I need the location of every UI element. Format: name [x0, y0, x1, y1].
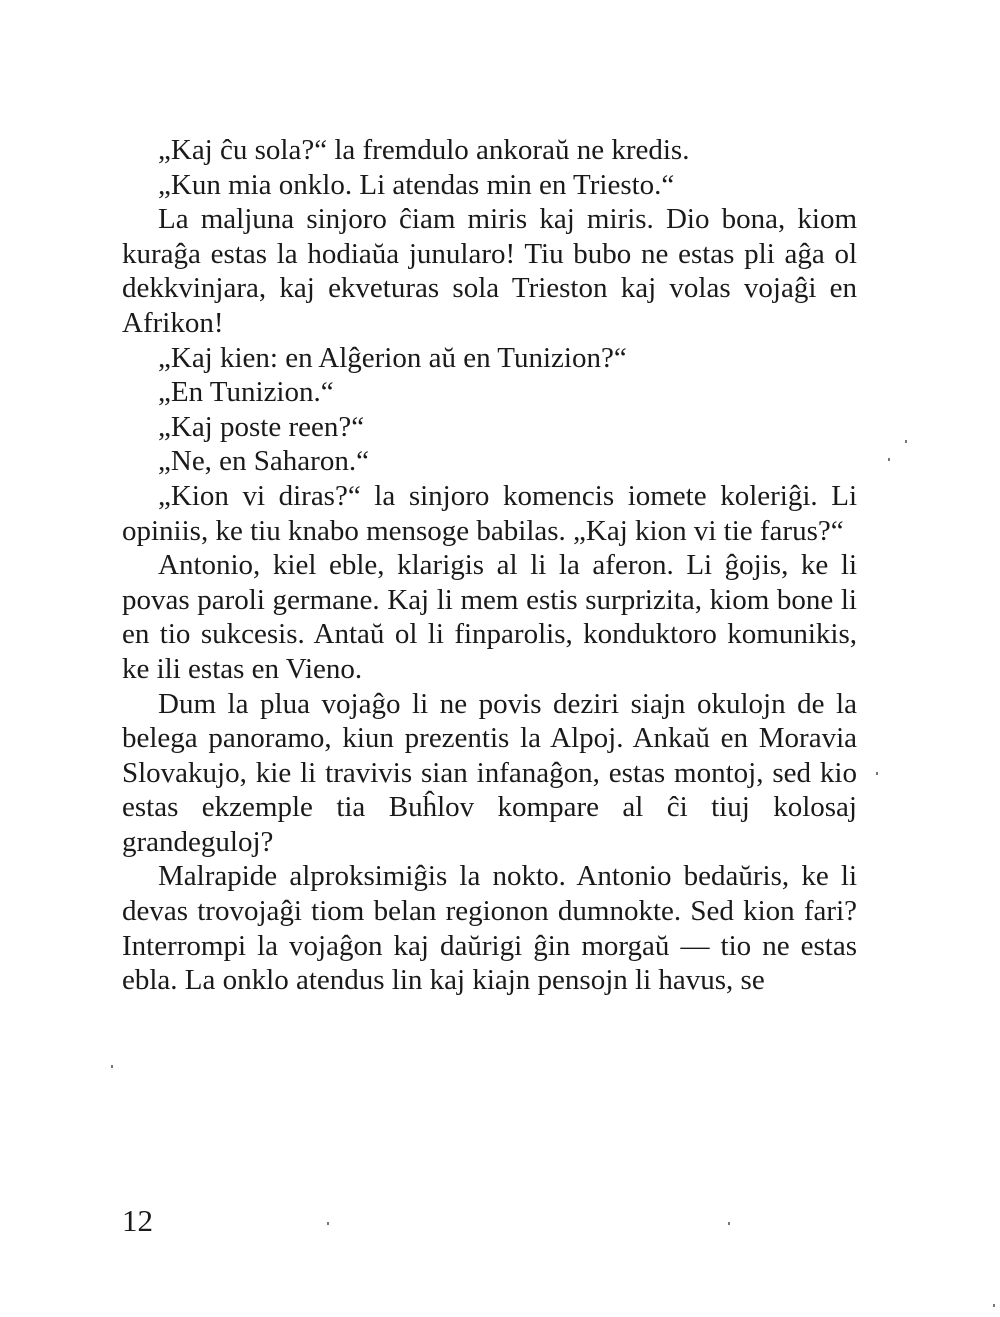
scan-speck — [111, 1065, 113, 1068]
scan-speck — [876, 772, 878, 775]
scan-speck — [728, 1222, 730, 1225]
paragraph-1: „Kaj ĉu sola?“ la fremdulo ankoraŭ ne kredis. — [158, 134, 690, 166]
scan-speck — [888, 458, 890, 461]
page-body-text — [122, 133, 857, 998]
paragraph-8: „Kion vi diras?“ la sinjoro komencis iomete koleriĝi. Li opiniis, ke tiu knabo mensoge babilas. „Kaj kion vi tie farus?“ — [122, 479, 857, 547]
paragraph-5: „En Tunizion.“ — [158, 376, 334, 409]
paragraph-6: „Kaj poste reen?“ — [158, 410, 365, 443]
paragraph-11: Malrapide alproksimiĝis la nokto. Antonio bedaŭris, ke li devas trovojaĝi tiom belan regionon dumnokte. Sed kion fari? Interrompi la vojaĝon kaj daŭrigi ĝin morgaŭ — tio ne estas ebla. La onklo atendus lin kaj kiajn pensojn li havus, se — [122, 860, 857, 997]
paragraph-10: Dum la plua vojaĝo li ne povis deziri siajn okulojn de la belega panoramo, kiun prezentis la Alpoj. Ankaŭ en Moravia Slovakujo, kie li travivis sian infanaĝon, estas montoj, sed kio estas ekzemple tia Buĥlov kompare al ĉi tiuj kolosaj grandeguloj? — [122, 687, 857, 858]
page-number: 12 — [122, 1203, 153, 1238]
paragraph-3: La maljuna sinjoro ĉiam miris kaj miris. Dio bona, kiom kuraĝa estas la hodiaŭa junularo! Tiu bubo ne estas pli aĝa ol dekkvinjara, kaj ekveturas sola Trieston kaj volas vojaĝi en Afrikon! — [122, 203, 857, 339]
scan-speck — [905, 440, 907, 443]
scan-speck — [327, 1222, 329, 1225]
paragraph-9: Antonio, kiel eble, klarigis al li la aferon. Li ĝojis, ke li povas paroli germane. Kaj li mem estis surprizita, kiom bone li en tio sukcesis. Antaŭ ol li finparolis, konduktoro komunikis, ke ili estas en Vieno. — [122, 549, 857, 685]
scan-speck — [993, 1304, 995, 1307]
paragraph-7: „Ne, en Saharon.“ — [158, 445, 369, 478]
paragraph-4: „Kaj kien: en Alĝerion aŭ en Tunizion?“ — [158, 341, 627, 374]
paragraph-2: „Kun mia onklo. Li atendas min en Triesto.“ — [158, 168, 675, 201]
